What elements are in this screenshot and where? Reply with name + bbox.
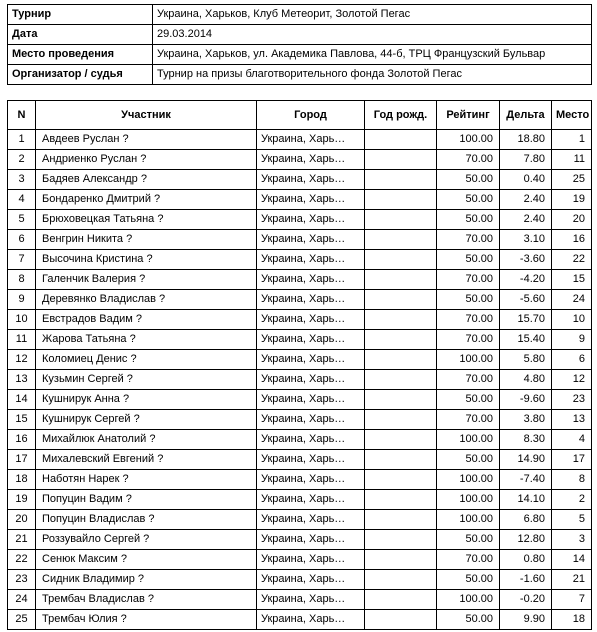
cell-n: 8 bbox=[8, 270, 36, 290]
cell-place: 24 bbox=[552, 290, 592, 310]
table-row bbox=[8, 270, 592, 290]
cell-n: 17 bbox=[8, 450, 36, 470]
cell-participant: Кушнирук Анна ? bbox=[36, 390, 257, 410]
table-row bbox=[8, 450, 592, 470]
cell-rating: 70.00 bbox=[437, 550, 500, 570]
results-header bbox=[8, 101, 592, 130]
cell-birth-year bbox=[365, 250, 437, 270]
cell-rating: 50.00 bbox=[437, 610, 500, 630]
cell-n: 3 bbox=[8, 170, 36, 190]
col-header-n: N bbox=[8, 101, 36, 130]
col-header-participant: Участник bbox=[36, 101, 257, 130]
cell-rating: 70.00 bbox=[437, 270, 500, 290]
cell-birth-year bbox=[365, 450, 437, 470]
cell-birth-year bbox=[365, 410, 437, 430]
tournament-info-body bbox=[8, 5, 592, 85]
cell-rating: 100.00 bbox=[437, 350, 500, 370]
cell-n: 14 bbox=[8, 390, 36, 410]
cell-city: Украина, Харь… bbox=[257, 430, 365, 450]
cell-participant: Высочина Кристина ? bbox=[36, 250, 257, 270]
cell-participant: Сенюк Максим ? bbox=[36, 550, 257, 570]
cell-birth-year bbox=[365, 150, 437, 170]
cell-n: 6 bbox=[8, 230, 36, 250]
cell-participant: Галенчик Валерия ? bbox=[36, 270, 257, 290]
table-row bbox=[8, 290, 592, 310]
cell-place: 25 bbox=[552, 170, 592, 190]
table-row bbox=[8, 610, 592, 630]
cell-delta: -4.20 bbox=[500, 270, 552, 290]
cell-rating: 50.00 bbox=[437, 170, 500, 190]
table-row bbox=[8, 410, 592, 430]
table-row bbox=[8, 210, 592, 230]
cell-city: Украина, Харь… bbox=[257, 270, 365, 290]
table-row bbox=[8, 170, 592, 190]
cell-birth-year bbox=[365, 350, 437, 370]
cell-place: 14 bbox=[552, 550, 592, 570]
cell-place: 8 bbox=[552, 470, 592, 490]
cell-rating: 50.00 bbox=[437, 530, 500, 550]
cell-rating: 100.00 bbox=[437, 430, 500, 450]
cell-rating: 50.00 bbox=[437, 450, 500, 470]
cell-delta: -7.40 bbox=[500, 470, 552, 490]
cell-place: 15 bbox=[552, 270, 592, 290]
cell-birth-year bbox=[365, 130, 437, 150]
cell-participant: Наботян Нарек ? bbox=[36, 470, 257, 490]
cell-n: 12 bbox=[8, 350, 36, 370]
table-row bbox=[8, 390, 592, 410]
info-label: Место проведения bbox=[8, 45, 153, 65]
cell-n: 23 bbox=[8, 570, 36, 590]
cell-city: Украина, Харь… bbox=[257, 390, 365, 410]
cell-participant: Трембач Юлия ? bbox=[36, 610, 257, 630]
table-row bbox=[8, 130, 592, 150]
cell-birth-year bbox=[365, 430, 437, 450]
cell-participant: Венгрин Никита ? bbox=[36, 230, 257, 250]
cell-place: 7 bbox=[552, 590, 592, 610]
cell-place: 1 bbox=[552, 130, 592, 150]
cell-city: Украина, Харь… bbox=[257, 530, 365, 550]
cell-rating: 70.00 bbox=[437, 310, 500, 330]
cell-n: 5 bbox=[8, 210, 36, 230]
cell-city: Украина, Харь… bbox=[257, 130, 365, 150]
col-header-delta: Дельта bbox=[500, 101, 552, 130]
info-row bbox=[8, 25, 592, 45]
cell-rating: 70.00 bbox=[437, 150, 500, 170]
cell-birth-year bbox=[365, 230, 437, 250]
table-row bbox=[8, 150, 592, 170]
cell-place: 12 bbox=[552, 370, 592, 390]
cell-birth-year bbox=[365, 570, 437, 590]
cell-delta: 4.80 bbox=[500, 370, 552, 390]
cell-birth-year bbox=[365, 550, 437, 570]
cell-city: Украина, Харь… bbox=[257, 190, 365, 210]
cell-place: 23 bbox=[552, 390, 592, 410]
cell-birth-year bbox=[365, 210, 437, 230]
info-value: 29.03.2014 bbox=[153, 25, 592, 45]
table-row bbox=[8, 330, 592, 350]
cell-participant: Роззувайло Сергей ? bbox=[36, 530, 257, 550]
cell-delta: 18.80 bbox=[500, 130, 552, 150]
cell-participant: Сидник Владимир ? bbox=[36, 570, 257, 590]
cell-birth-year bbox=[365, 270, 437, 290]
table-row bbox=[8, 430, 592, 450]
cell-city: Украина, Харь… bbox=[257, 230, 365, 250]
cell-place: 3 bbox=[552, 530, 592, 550]
cell-city: Украина, Харь… bbox=[257, 250, 365, 270]
cell-rating: 70.00 bbox=[437, 370, 500, 390]
cell-participant: Коломиец Денис ? bbox=[36, 350, 257, 370]
cell-delta: 8.30 bbox=[500, 430, 552, 450]
table-row bbox=[8, 510, 592, 530]
cell-participant: Евстрадов Вадим ? bbox=[36, 310, 257, 330]
cell-birth-year bbox=[365, 190, 437, 210]
cell-city: Украина, Харь… bbox=[257, 550, 365, 570]
cell-n: 18 bbox=[8, 470, 36, 490]
cell-delta: -0.20 bbox=[500, 590, 552, 610]
cell-n: 15 bbox=[8, 410, 36, 430]
cell-place: 6 bbox=[552, 350, 592, 370]
table-row bbox=[8, 230, 592, 250]
cell-birth-year bbox=[365, 370, 437, 390]
cell-rating: 100.00 bbox=[437, 590, 500, 610]
cell-place: 22 bbox=[552, 250, 592, 270]
cell-rating: 100.00 bbox=[437, 510, 500, 530]
info-row bbox=[8, 45, 592, 65]
cell-delta: -9.60 bbox=[500, 390, 552, 410]
cell-n: 1 bbox=[8, 130, 36, 150]
cell-birth-year bbox=[365, 610, 437, 630]
info-row bbox=[8, 65, 592, 85]
col-header-place: Место bbox=[552, 101, 592, 130]
cell-birth-year bbox=[365, 530, 437, 550]
cell-n: 2 bbox=[8, 150, 36, 170]
cell-place: 11 bbox=[552, 150, 592, 170]
cell-participant: Попуцин Владислав ? bbox=[36, 510, 257, 530]
cell-rating: 70.00 bbox=[437, 330, 500, 350]
cell-delta: 14.10 bbox=[500, 490, 552, 510]
cell-delta: 5.80 bbox=[500, 350, 552, 370]
cell-place: 17 bbox=[552, 450, 592, 470]
header-row bbox=[8, 101, 592, 130]
cell-city: Украина, Харь… bbox=[257, 610, 365, 630]
cell-delta: -3.60 bbox=[500, 250, 552, 270]
cell-delta: -1.60 bbox=[500, 570, 552, 590]
cell-city: Украина, Харь… bbox=[257, 350, 365, 370]
table-row bbox=[8, 250, 592, 270]
cell-place: 13 bbox=[552, 410, 592, 430]
info-value: Украина, Харьков, ул. Академика Павлова, 44-б, ТРЦ Французский Бульвар bbox=[153, 45, 592, 65]
cell-delta: 12.80 bbox=[500, 530, 552, 550]
cell-participant: Жарова Татьяна ? bbox=[36, 330, 257, 350]
cell-birth-year bbox=[365, 590, 437, 610]
cell-birth-year bbox=[365, 310, 437, 330]
cell-participant: Попуцин Вадим ? bbox=[36, 490, 257, 510]
cell-participant: Михалевский Евгений ? bbox=[36, 450, 257, 470]
cell-place: 21 bbox=[552, 570, 592, 590]
cell-birth-year bbox=[365, 330, 437, 350]
cell-n: 10 bbox=[8, 310, 36, 330]
cell-n: 21 bbox=[8, 530, 36, 550]
cell-participant: Деревянко Владислав ? bbox=[36, 290, 257, 310]
cell-n: 24 bbox=[8, 590, 36, 610]
results-table bbox=[7, 100, 592, 630]
cell-city: Украина, Харь… bbox=[257, 170, 365, 190]
cell-rating: 50.00 bbox=[437, 190, 500, 210]
cell-rating: 100.00 bbox=[437, 130, 500, 150]
col-header-birth-year: Год рожд. bbox=[365, 101, 437, 130]
table-row bbox=[8, 590, 592, 610]
cell-delta: -5.60 bbox=[500, 290, 552, 310]
cell-participant: Андриенко Руслан ? bbox=[36, 150, 257, 170]
cell-rating: 50.00 bbox=[437, 570, 500, 590]
cell-participant: Авдеев Руслан ? bbox=[36, 130, 257, 150]
cell-rating: 50.00 bbox=[437, 250, 500, 270]
cell-city: Украина, Харь… bbox=[257, 370, 365, 390]
cell-city: Украина, Харь… bbox=[257, 210, 365, 230]
cell-delta: 7.80 bbox=[500, 150, 552, 170]
cell-place: 19 bbox=[552, 190, 592, 210]
cell-city: Украина, Харь… bbox=[257, 410, 365, 430]
cell-n: 25 bbox=[8, 610, 36, 630]
cell-city: Украина, Харь… bbox=[257, 490, 365, 510]
table-row bbox=[8, 310, 592, 330]
cell-city: Украина, Харь… bbox=[257, 330, 365, 350]
cell-place: 2 bbox=[552, 490, 592, 510]
cell-rating: 50.00 bbox=[437, 290, 500, 310]
cell-place: 9 bbox=[552, 330, 592, 350]
cell-n: 20 bbox=[8, 510, 36, 530]
cell-participant: Трембач Владислав ? bbox=[36, 590, 257, 610]
cell-participant: Кушнирук Сергей ? bbox=[36, 410, 257, 430]
table-row bbox=[8, 490, 592, 510]
cell-participant: Брюховецкая Татьяна ? bbox=[36, 210, 257, 230]
table-row bbox=[8, 190, 592, 210]
cell-birth-year bbox=[365, 470, 437, 490]
cell-place: 5 bbox=[552, 510, 592, 530]
info-row bbox=[8, 5, 592, 25]
cell-participant: Кузьмин Сергей ? bbox=[36, 370, 257, 390]
cell-birth-year bbox=[365, 510, 437, 530]
cell-rating: 100.00 bbox=[437, 470, 500, 490]
cell-n: 22 bbox=[8, 550, 36, 570]
cell-city: Украина, Харь… bbox=[257, 290, 365, 310]
cell-delta: 15.40 bbox=[500, 330, 552, 350]
table-row bbox=[8, 370, 592, 390]
cell-city: Украина, Харь… bbox=[257, 510, 365, 530]
info-value: Украина, Харьков, Клуб Метеорит, Золотой Пегас bbox=[153, 5, 592, 25]
table-row bbox=[8, 530, 592, 550]
col-header-city: Город bbox=[257, 101, 365, 130]
cell-n: 13 bbox=[8, 370, 36, 390]
cell-delta: 0.40 bbox=[500, 170, 552, 190]
cell-delta: 14.90 bbox=[500, 450, 552, 470]
cell-delta: 3.10 bbox=[500, 230, 552, 250]
cell-city: Украина, Харь… bbox=[257, 590, 365, 610]
cell-birth-year bbox=[365, 490, 437, 510]
cell-city: Украина, Харь… bbox=[257, 150, 365, 170]
table-row bbox=[8, 350, 592, 370]
cell-delta: 6.80 bbox=[500, 510, 552, 530]
cell-place: 16 bbox=[552, 230, 592, 250]
cell-rating: 100.00 bbox=[437, 490, 500, 510]
col-header-rating: Рейтинг bbox=[437, 101, 500, 130]
cell-delta: 3.80 bbox=[500, 410, 552, 430]
table-row bbox=[8, 550, 592, 570]
cell-city: Украина, Харь… bbox=[257, 450, 365, 470]
cell-delta: 15.70 bbox=[500, 310, 552, 330]
info-value: Турнир на призы благотворительного фонда Золотой Пегас bbox=[153, 65, 592, 85]
cell-delta: 9.90 bbox=[500, 610, 552, 630]
cell-n: 7 bbox=[8, 250, 36, 270]
cell-birth-year bbox=[365, 290, 437, 310]
info-label: Турнир bbox=[8, 5, 153, 25]
cell-place: 20 bbox=[552, 210, 592, 230]
cell-delta: 2.40 bbox=[500, 190, 552, 210]
cell-rating: 50.00 bbox=[437, 390, 500, 410]
cell-participant: Михайлюк Анатолий ? bbox=[36, 430, 257, 450]
cell-rating: 70.00 bbox=[437, 230, 500, 250]
cell-city: Украина, Харь… bbox=[257, 470, 365, 490]
cell-participant: Бадяев Александр ? bbox=[36, 170, 257, 190]
info-label: Дата bbox=[8, 25, 153, 45]
cell-rating: 70.00 bbox=[437, 410, 500, 430]
cell-n: 11 bbox=[8, 330, 36, 350]
cell-delta: 2.40 bbox=[500, 210, 552, 230]
results-body bbox=[8, 130, 592, 630]
cell-place: 18 bbox=[552, 610, 592, 630]
table-row bbox=[8, 570, 592, 590]
cell-delta: 0.80 bbox=[500, 550, 552, 570]
cell-city: Украина, Харь… bbox=[257, 570, 365, 590]
cell-place: 4 bbox=[552, 430, 592, 450]
table-row bbox=[8, 470, 592, 490]
cell-participant: Бондаренко Дмитрий ? bbox=[36, 190, 257, 210]
cell-n: 9 bbox=[8, 290, 36, 310]
cell-n: 19 bbox=[8, 490, 36, 510]
cell-birth-year bbox=[365, 390, 437, 410]
cell-n: 4 bbox=[8, 190, 36, 210]
cell-city: Украина, Харь… bbox=[257, 310, 365, 330]
tournament-info-table bbox=[7, 4, 592, 85]
cell-birth-year bbox=[365, 170, 437, 190]
cell-rating: 50.00 bbox=[437, 210, 500, 230]
cell-place: 10 bbox=[552, 310, 592, 330]
cell-n: 16 bbox=[8, 430, 36, 450]
info-label: Организатор / судья bbox=[8, 65, 153, 85]
